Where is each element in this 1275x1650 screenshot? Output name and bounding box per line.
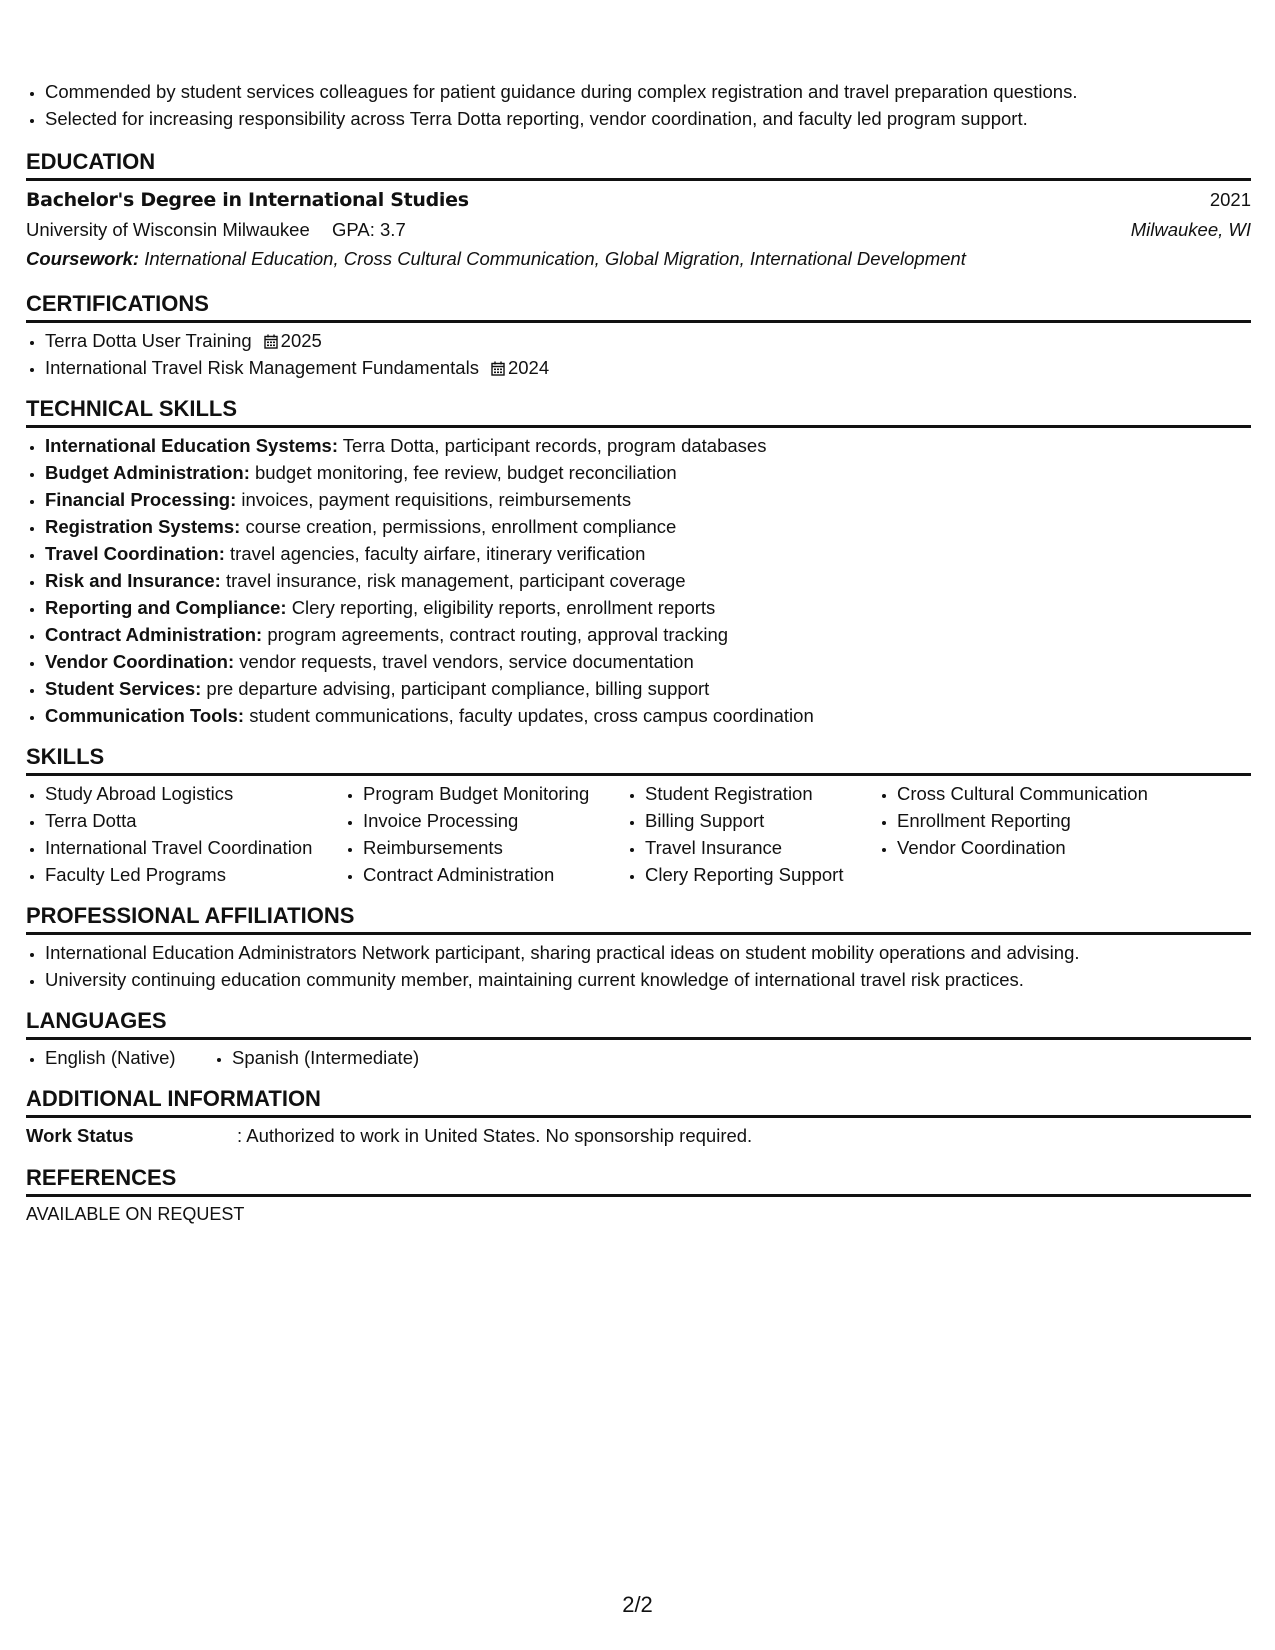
list-item — [45, 354, 1251, 381]
section-heading: PROFESSIONAL AFFILIATIONS — [26, 902, 1251, 935]
education-section — [26, 148, 1251, 274]
skill-detail: student communications, faculty updates, cross campus coordination — [249, 705, 814, 726]
work-status-value: : Authorized to work in United States. No sponsorship required. — [237, 1125, 753, 1146]
coursework-text: International Education, Cross Cultural Communication, Global Migration, International Development — [144, 248, 966, 269]
section-heading: REFERENCES — [26, 1164, 1251, 1197]
list-item: • University continuing education community member, maintaining current knowledge of international travel risk practices. — [45, 966, 1251, 993]
list-item: • Vendor Coordination — [897, 834, 1197, 861]
skill-detail: budget monitoring, fee review, budget reconciliation — [255, 462, 677, 483]
skills-column — [626, 780, 878, 888]
page-number: 2/2 — [622, 1592, 653, 1617]
skill-detail: Terra Dotta, participant records, program databases — [342, 435, 767, 456]
section-heading: CERTIFICATIONS — [26, 290, 1251, 323]
list-item: • Program Budget Monitoring — [363, 780, 626, 807]
skill-category: Budget Administration: — [45, 462, 250, 483]
calendar-icon — [264, 334, 278, 349]
technical-skills-section — [26, 395, 1251, 729]
skills-section — [26, 743, 1251, 888]
languages-list — [26, 1044, 1251, 1071]
list-item: • Invoice Processing — [363, 807, 626, 834]
list-item — [45, 675, 1251, 702]
list-item: • International Education Administrators Network participant, sharing practical ideas on student mobility operations and advising. — [45, 939, 1251, 966]
skill-category: Communication Tools: — [45, 705, 245, 726]
affiliations-section — [26, 902, 1251, 993]
list-item: • Billing Support — [645, 807, 878, 834]
list-item: • Spanish (Intermediate) — [232, 1044, 419, 1071]
list-item: • International Travel Coordination — [45, 834, 344, 861]
technical-skills-list — [26, 432, 1251, 729]
list-item — [45, 327, 1251, 354]
list-item — [45, 486, 1251, 513]
list-item — [45, 594, 1251, 621]
list-item — [45, 459, 1251, 486]
work-status-row — [26, 1120, 1251, 1152]
certifications-section — [26, 290, 1251, 381]
certification-year: 2024 — [507, 357, 550, 378]
skill-detail: course creation, permissions, enrollment compliance — [245, 516, 677, 537]
skill-category: Contract Administration: — [45, 624, 263, 645]
skills-column — [344, 780, 626, 888]
list-item: • English (Native) — [45, 1044, 213, 1071]
list-item: • Study Abroad Logistics — [45, 780, 344, 807]
degree-title: Bachelor's Degree in International Studies — [26, 189, 469, 211]
skill-category: Reporting and Compliance: — [45, 597, 287, 618]
list-item — [45, 567, 1251, 594]
skill-category: Student Services: — [45, 678, 202, 699]
section-heading: ADDITIONAL INFORMATION — [26, 1085, 1251, 1118]
affiliations-list — [26, 939, 1251, 993]
skill-detail: vendor requests, travel vendors, service documentation — [239, 651, 694, 672]
skills-column — [26, 780, 344, 888]
skill-detail: program agreements, contract routing, approval tracking — [267, 624, 729, 645]
languages-section — [26, 1007, 1251, 1071]
calendar-icon — [491, 361, 505, 376]
list-item: • Enrollment Reporting — [897, 807, 1197, 834]
list-item — [45, 540, 1251, 567]
skill-category: Travel Coordination: — [45, 543, 225, 564]
gpa: GPA: 3.7 — [332, 219, 406, 240]
graduation-year: 2021 — [1209, 189, 1251, 210]
resume-page-2 — [26, 78, 1251, 1229]
list-item: • Contract Administration — [363, 861, 626, 888]
skill-category: International Education Systems: — [45, 435, 338, 456]
school-name: University of Wisconsin Milwaukee — [26, 219, 310, 240]
list-item: • Cross Cultural Communication — [897, 780, 1197, 807]
list-item: • Reimbursements — [363, 834, 626, 861]
section-heading: TECHNICAL SKILLS — [26, 395, 1251, 428]
list-item: • Faculty Led Programs — [45, 861, 344, 888]
list-item: • Travel Insurance — [645, 834, 878, 861]
list-item — [45, 621, 1251, 648]
list-item: • Selected for increasing responsibility across Terra Dotta reporting, vendor coordination, and faculty led program support. — [45, 105, 1251, 132]
skill-category: Vendor Coordination: — [45, 651, 235, 672]
skill-detail: pre departure advising, participant compliance, billing support — [206, 678, 710, 699]
additional-info-section — [26, 1085, 1251, 1152]
list-item — [45, 432, 1251, 459]
list-item — [45, 513, 1251, 540]
list-item: • Clery Reporting Support — [645, 861, 878, 888]
skill-category: Registration Systems: — [45, 516, 241, 537]
list-item — [45, 702, 1251, 729]
experience-carryover-list — [26, 78, 1251, 132]
skill-category: Financial Processing: — [45, 489, 237, 510]
certification-name: Terra Dotta User Training — [45, 330, 252, 351]
skill-category: Risk and Insurance: — [45, 570, 221, 591]
section-heading: SKILLS — [26, 743, 1251, 776]
section-heading: LANGUAGES — [26, 1007, 1251, 1040]
coursework-row — [26, 244, 1251, 274]
skills-grid — [26, 780, 1251, 888]
degree-row — [26, 184, 1251, 216]
certification-name: International Travel Risk Management Fundamentals — [45, 357, 479, 378]
skills-column — [878, 780, 1197, 888]
references-text: AVAILABLE ON REQUEST — [26, 1204, 245, 1224]
section-heading: EDUCATION — [26, 148, 1251, 181]
skill-detail: invoices, payment requisitions, reimbursements — [241, 489, 632, 510]
school-location: Milwaukee, WI — [1130, 219, 1251, 240]
list-item: • Terra Dotta — [45, 807, 344, 834]
certifications-list — [26, 327, 1251, 381]
school-row — [26, 216, 1251, 244]
coursework-label: Coursework: — [26, 248, 140, 269]
skill-detail: Clery reporting, eligibility reports, enrollment reports — [291, 597, 716, 618]
list-item: • Student Registration — [645, 780, 878, 807]
references-section — [26, 1164, 1251, 1229]
skill-detail: travel agencies, faculty airfare, itinerary verification — [230, 543, 646, 564]
list-item — [45, 648, 1251, 675]
certification-year: 2025 — [280, 330, 322, 351]
work-status-label: Work Status — [26, 1125, 134, 1146]
skill-detail: travel insurance, risk management, participant coverage — [225, 570, 686, 591]
list-item: • Commended by student services colleagues for patient guidance during complex registration and travel preparation questions. — [45, 78, 1251, 105]
